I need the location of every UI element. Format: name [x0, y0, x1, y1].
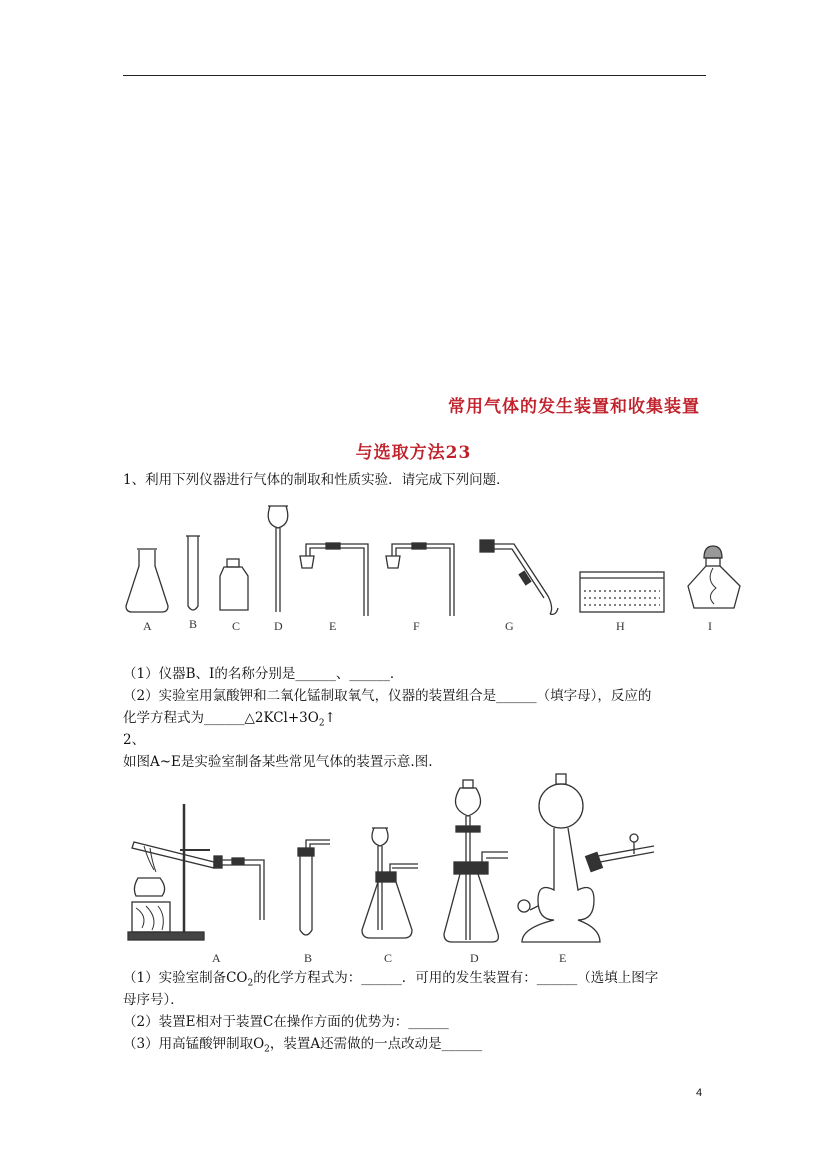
heating-apparatus-icon [128, 804, 264, 940]
reagent-bottle-icon [220, 559, 248, 610]
water-trough-icon [580, 572, 664, 612]
q1-apparatus-figure [118, 496, 758, 641]
page-title-line2: 与选取方法23 [355, 443, 472, 463]
q1-sub2b: 化学方程式为$\_\_\_\_\_\_\triangle 2KCl+3O_2↑$ [123, 710, 336, 729]
q1-stem: 1、利用下列仪器进行气体的制取和性质实验．请完成下列问题． [123, 472, 510, 488]
q2-sub3: （3）用高锰酸钾制取$O_2$，装置A还需做的一点改动是______ [123, 1036, 483, 1055]
q2-label: E [559, 951, 567, 965]
test-tube-icon [188, 536, 198, 610]
q1-label: H [616, 619, 625, 633]
q1-label: F [413, 619, 420, 633]
conical-flask-icon [126, 549, 168, 612]
q1-label: G [505, 619, 514, 633]
q2-stem: 如图A~E是实验室制备某些常见气体的装置示意.图. [123, 754, 433, 770]
header-rule [123, 75, 706, 76]
q1-sub1: （1）仪器B、I的名称分别是______、______． [123, 666, 404, 682]
stopper-delivery-tube-f-icon [386, 543, 454, 616]
q2-apparatus-figure [118, 770, 678, 970]
flask-thistle-funnel-icon [362, 828, 418, 938]
test-tube-stopper-icon [298, 840, 330, 935]
q1-label: D [274, 619, 283, 633]
q2-label: D [470, 951, 479, 965]
q2-label: C [384, 951, 393, 965]
page-title-line1: 常用气体的发生装置和收集装置 [448, 397, 700, 417]
angled-tube-icon [480, 540, 558, 614]
q2-label: A [212, 951, 221, 965]
q1-label: E [329, 619, 337, 633]
stopper-delivery-tube-e-icon [300, 543, 368, 616]
q1-label: B [189, 617, 198, 631]
q1-label: C [232, 619, 241, 633]
q1-label: A [143, 619, 152, 633]
q2-label: B [304, 951, 313, 965]
q2-number: 2、 [123, 732, 146, 748]
q2-sub1a: （1）实验室制备$CO_2$的化学方程式为：______．可用的发生装置有：______（选填上图字 [123, 970, 659, 989]
alcohol-lamp-icon [688, 546, 740, 608]
q2-sub2: （2）装置E相对于装置C在操作方面的优势为：______ [123, 1014, 449, 1030]
q1-sub2a: （2）实验室用氯酸钾和二氧化锰制取氧气，仪器的装置组合是______（填字母），反应的 [123, 688, 652, 704]
flask-separatory-funnel-icon [444, 780, 508, 942]
page-number: 4 [696, 1087, 703, 1099]
thistle-funnel-icon [268, 506, 288, 612]
q1-label: I [708, 619, 712, 633]
kipp-generator-icon [518, 774, 654, 942]
q2-sub1b: 母序号）． [123, 992, 184, 1008]
